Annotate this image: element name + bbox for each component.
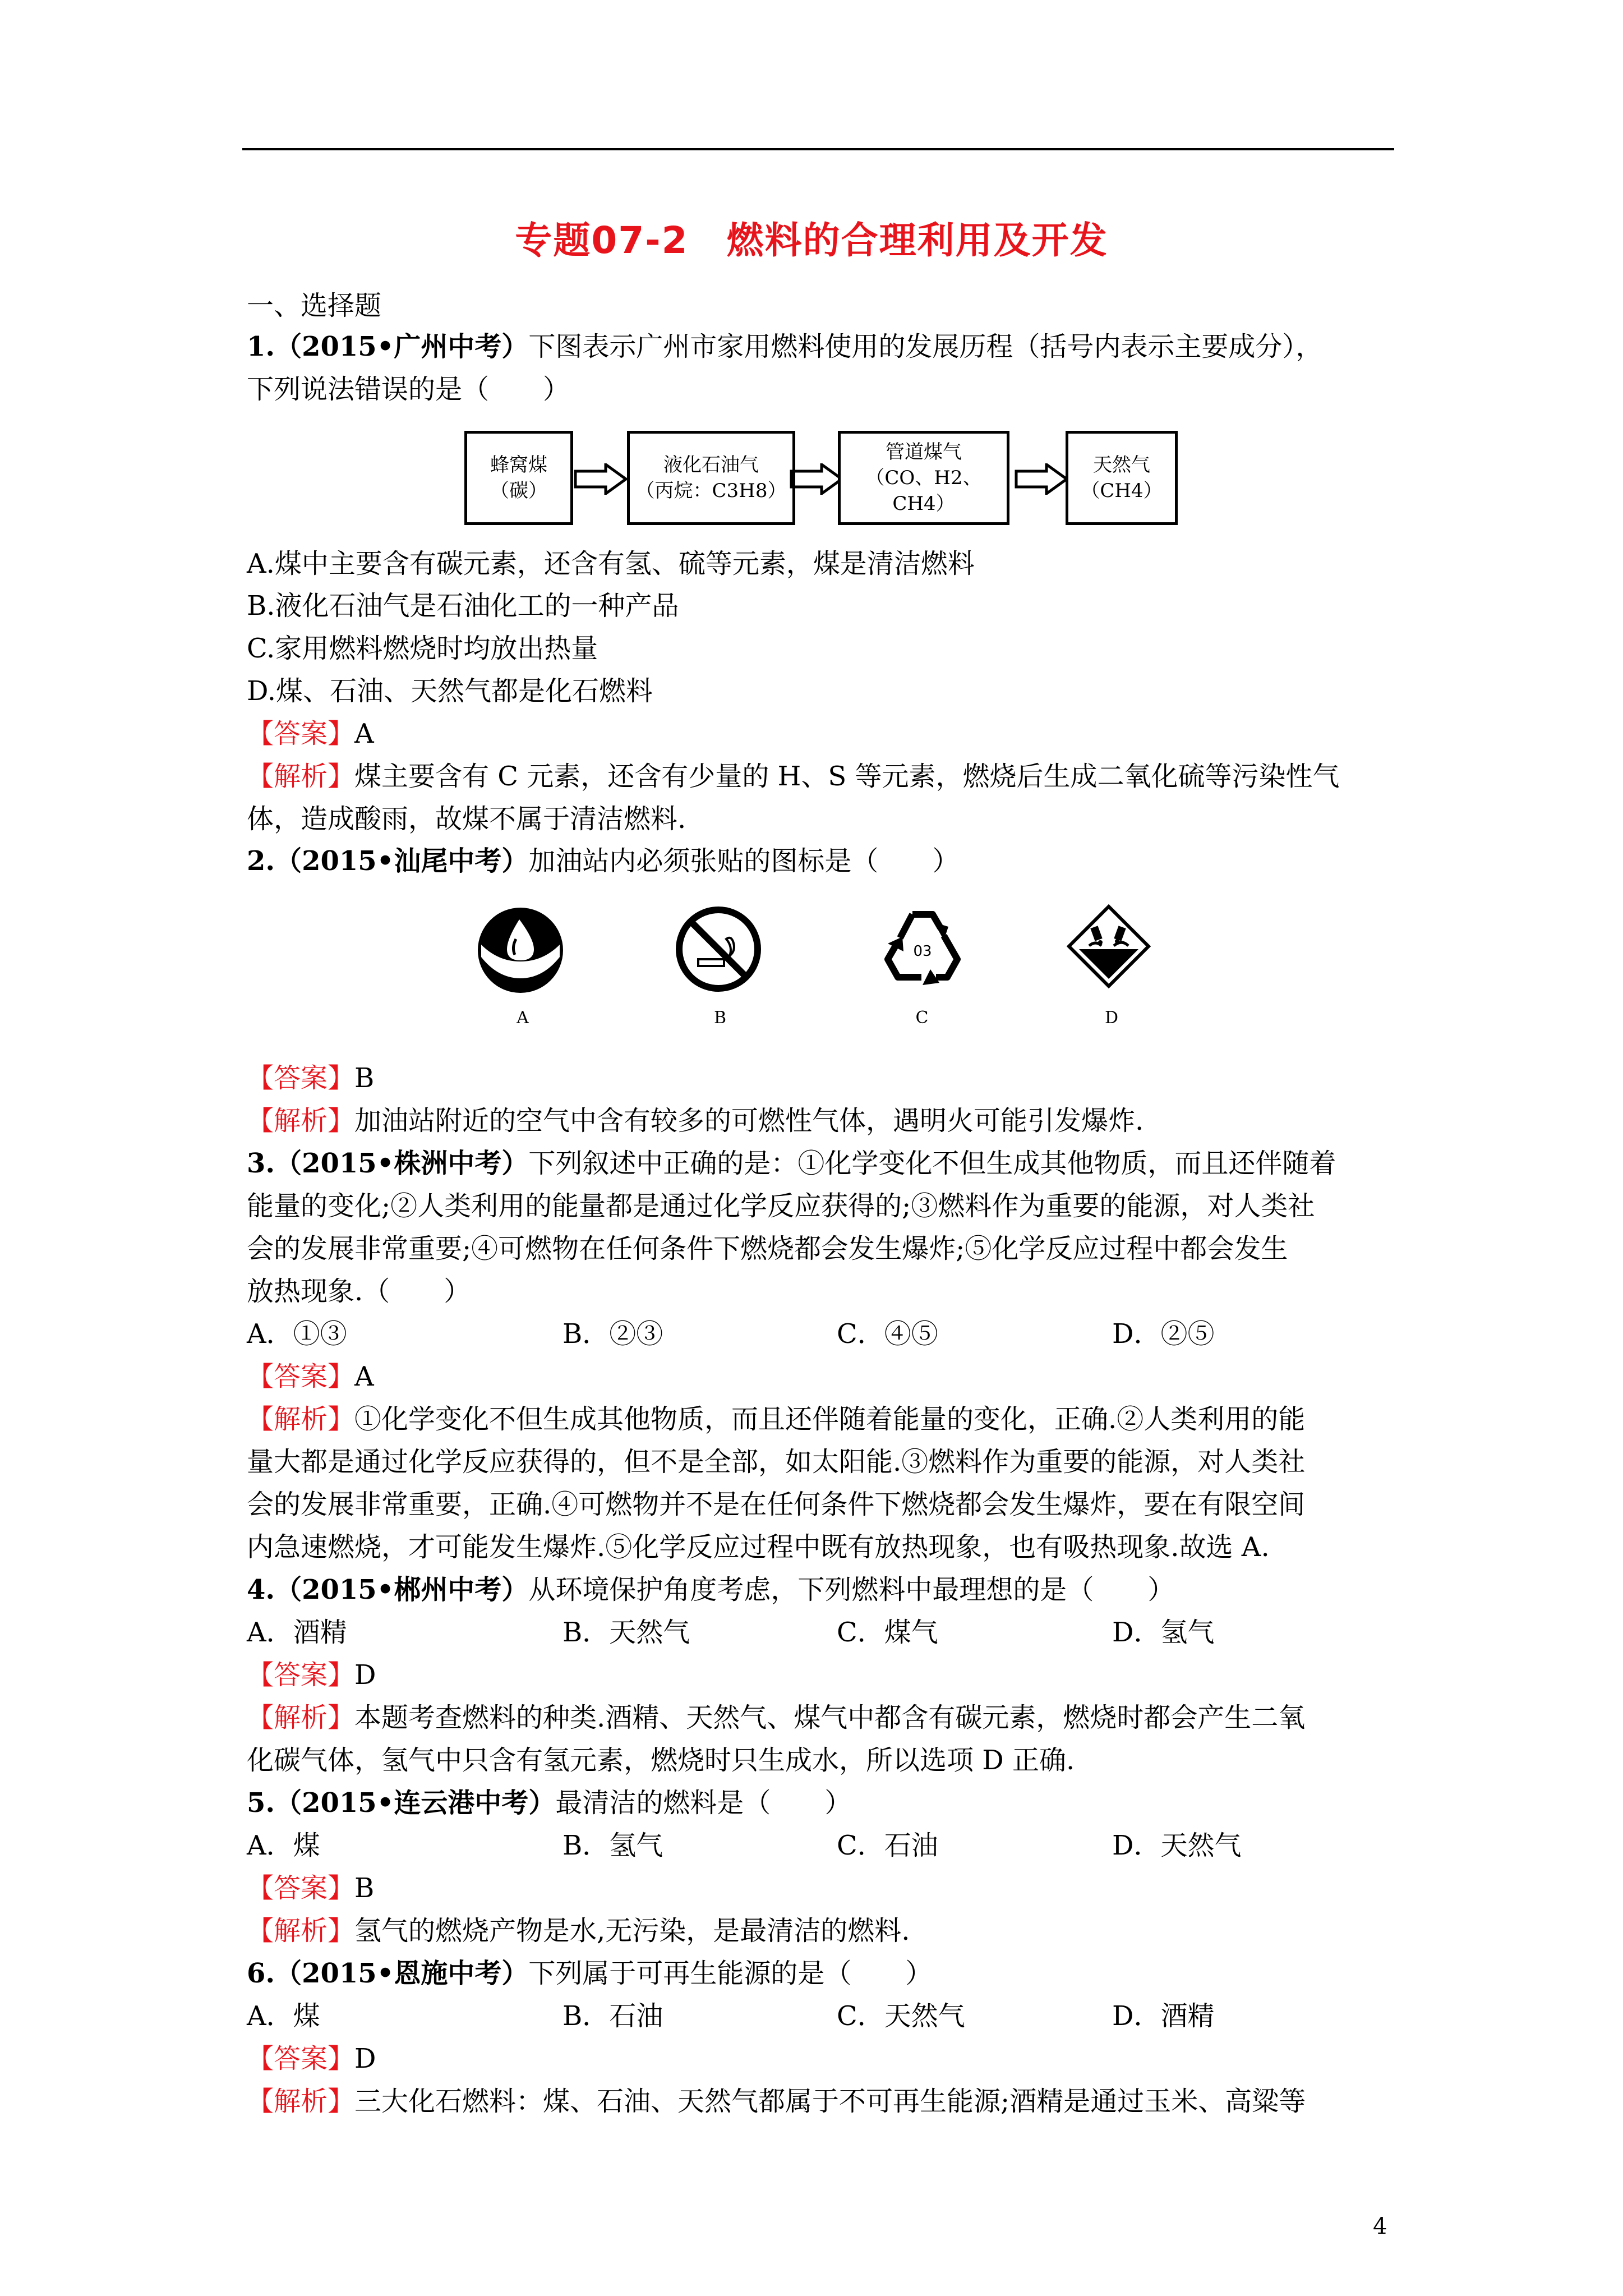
- q6-answer: 【答案】D: [247, 2043, 376, 2074]
- q3-stem-line2: 能量的变化;②人类利用的能量都是通过化学反应获得的;③燃料作为重要的能源，对人类社: [247, 1190, 1315, 1222]
- q5-option-d: D．天然气: [1112, 1830, 1242, 1861]
- icon-label-c: C: [915, 1008, 929, 1028]
- section-heading: 一、选择题: [247, 290, 382, 321]
- q1-answer: 【答案】A: [247, 718, 374, 749]
- q4-analysis-line2: 化碳气体，氢气中只含有氢元素，燃烧时只生成水，所以选项 D 正确.: [247, 1745, 1075, 1776]
- q1-analysis-line1: 【解析】煤主要含有 C 元素，还含有少量的 H、S 等元素，燃烧后生成二氧化硫等污染性气: [247, 761, 1340, 792]
- q6-option-d: D．酒精: [1112, 2000, 1215, 2032]
- q4-option-d: D．氢气: [1112, 1617, 1215, 1648]
- q4-option-b: B．天然气: [562, 1617, 690, 1648]
- q3-option-b: B．②③: [562, 1318, 663, 1350]
- q6-stem: 6.（2015•恩施中考）下列属于可再生能源的是（ ）: [247, 1958, 933, 1989]
- recycle-icon: [878, 904, 967, 988]
- no-fire-icon: [675, 905, 762, 993]
- water-saving-icon: [476, 905, 565, 995]
- page-title: 专题07-2 燃料的合理利用及开发: [515, 219, 1108, 262]
- q3-answer: 【答案】A: [247, 1361, 374, 1392]
- q1-option-b: B.液化石油气是石油化工的一种产品: [247, 590, 679, 622]
- q5-stem: 5.（2015•连云港中考）最清洁的燃料是（ ）: [247, 1787, 852, 1819]
- flow-box-lpg: 液化石油气 （丙烷：C3H8）: [627, 431, 795, 525]
- q2-answer: 【答案】B: [247, 1062, 375, 1094]
- q5-answer: 【答案】B: [247, 1872, 375, 1904]
- q3-stem-line3: 会的发展非常重要;④可燃物在任何条件下燃烧都会发生爆炸;⑤化学反应过程中都会发生: [247, 1233, 1288, 1264]
- q4-analysis-line1: 【解析】本题考查燃料的种类.酒精、天然气、煤气中都含有碳元素，燃烧时都会产生二氧: [247, 1702, 1306, 1733]
- q3-stem-line1: 3.（2015•株洲中考）下列叙述中正确的是：①化学变化不但生成其他物质，而且还伴随着: [247, 1148, 1336, 1179]
- icon-label-b: B: [713, 1008, 727, 1028]
- corrosive-icon: [1067, 904, 1151, 988]
- q4-option-c: C．煤气: [837, 1617, 938, 1648]
- q3-analysis-line2: 量大都是通过化学反应获得的，但不是全部，如太阳能.③燃料作为重要的能源，对人类社: [247, 1446, 1306, 1478]
- q1-stem-line2: 下列说法错误的是（ ）: [247, 374, 570, 405]
- recycle-code-text: 03: [913, 943, 932, 960]
- q3-option-d: D．②⑤: [1112, 1318, 1215, 1350]
- flow-box-honeycomb-coal: 蜂窝煤 （碳）: [464, 431, 573, 525]
- flow-box-natural-gas: 天然气 （CH4）: [1066, 431, 1178, 525]
- q5-analysis-line1: 【解析】氢气的燃烧产物是水,无污染，是最清洁的燃料.: [247, 1915, 910, 1947]
- q1-stem-line1: 1.（2015•广州中考）下图表示广州市家用燃料使用的发展历程（括号内表示主要成分），: [247, 331, 1323, 362]
- q6-option-b: B．石油: [562, 2000, 663, 2032]
- q5-option-c: C．石油: [837, 1830, 938, 1861]
- q3-stem-line4: 放热现象.（ ）: [247, 1276, 471, 1307]
- header-rule: [242, 148, 1394, 150]
- flow-arrow-3: [1013, 463, 1069, 495]
- q6-option-c: C．天然气: [837, 2000, 965, 2032]
- q5-option-a: A．煤: [247, 1830, 320, 1861]
- q4-option-a: A．酒精: [247, 1617, 347, 1648]
- q2-stem: 2.（2015•汕尾中考）加油站内必须张贴的图标是（ ）: [247, 845, 960, 877]
- q3-analysis-line3: 会的发展非常重要，正确.④可燃物并不是在任何条件下燃烧都会发生爆炸，要在有限空间: [247, 1489, 1306, 1520]
- q3-option-c: C．④⑤: [837, 1318, 938, 1350]
- q3-option-a: A．①③: [247, 1318, 347, 1350]
- q6-option-a: A．煤: [247, 2000, 320, 2032]
- page-number: 4: [1373, 2214, 1387, 2239]
- flow-arrow-2: [788, 463, 844, 495]
- q6-analysis-line1: 【解析】三大化石燃料：煤、石油、天然气都属于不可再生能源;酒精是通过玉米、高粱等: [247, 2086, 1306, 2117]
- q3-analysis-line1: 【解析】①化学变化不但生成其他物质，而且还伴随着能量的变化，正确.②人类利用的能: [247, 1404, 1306, 1435]
- q5-option-b: B．氢气: [562, 1830, 663, 1861]
- icon-label-a: A: [517, 1008, 529, 1028]
- icon-label-d: D: [1104, 1008, 1119, 1028]
- q1-option-d: D.煤、石油、天然气都是化石燃料: [247, 675, 653, 707]
- q2-analysis-line1: 【解析】加油站附近的空气中含有较多的可燃性气体，遇明火可能引发爆炸.: [247, 1105, 1144, 1137]
- q1-analysis-line2: 体，造成酸雨，故煤不属于清洁燃料.: [247, 803, 686, 835]
- flow-arrow-1: [572, 463, 628, 495]
- q3-analysis-line4: 内急速燃烧，才可能发生爆炸.⑤化学反应过程中既有放热现象，也有吸热现象.故选 A.: [247, 1531, 1270, 1563]
- q1-option-a: A.煤中主要含有碳元素，还含有氢、硫等元素，煤是清洁燃料: [247, 548, 975, 579]
- q1-option-c: C.家用燃料燃烧时均放出热量: [247, 633, 598, 664]
- q4-answer: 【答案】D: [247, 1659, 376, 1691]
- flow-box-piped-gas: 管道煤气 （CO、H2、CH4）: [838, 431, 1009, 525]
- q4-stem: 4.（2015•郴州中考）从环境保护角度考虑，下列燃料中最理想的是（ ）: [247, 1574, 1175, 1605]
